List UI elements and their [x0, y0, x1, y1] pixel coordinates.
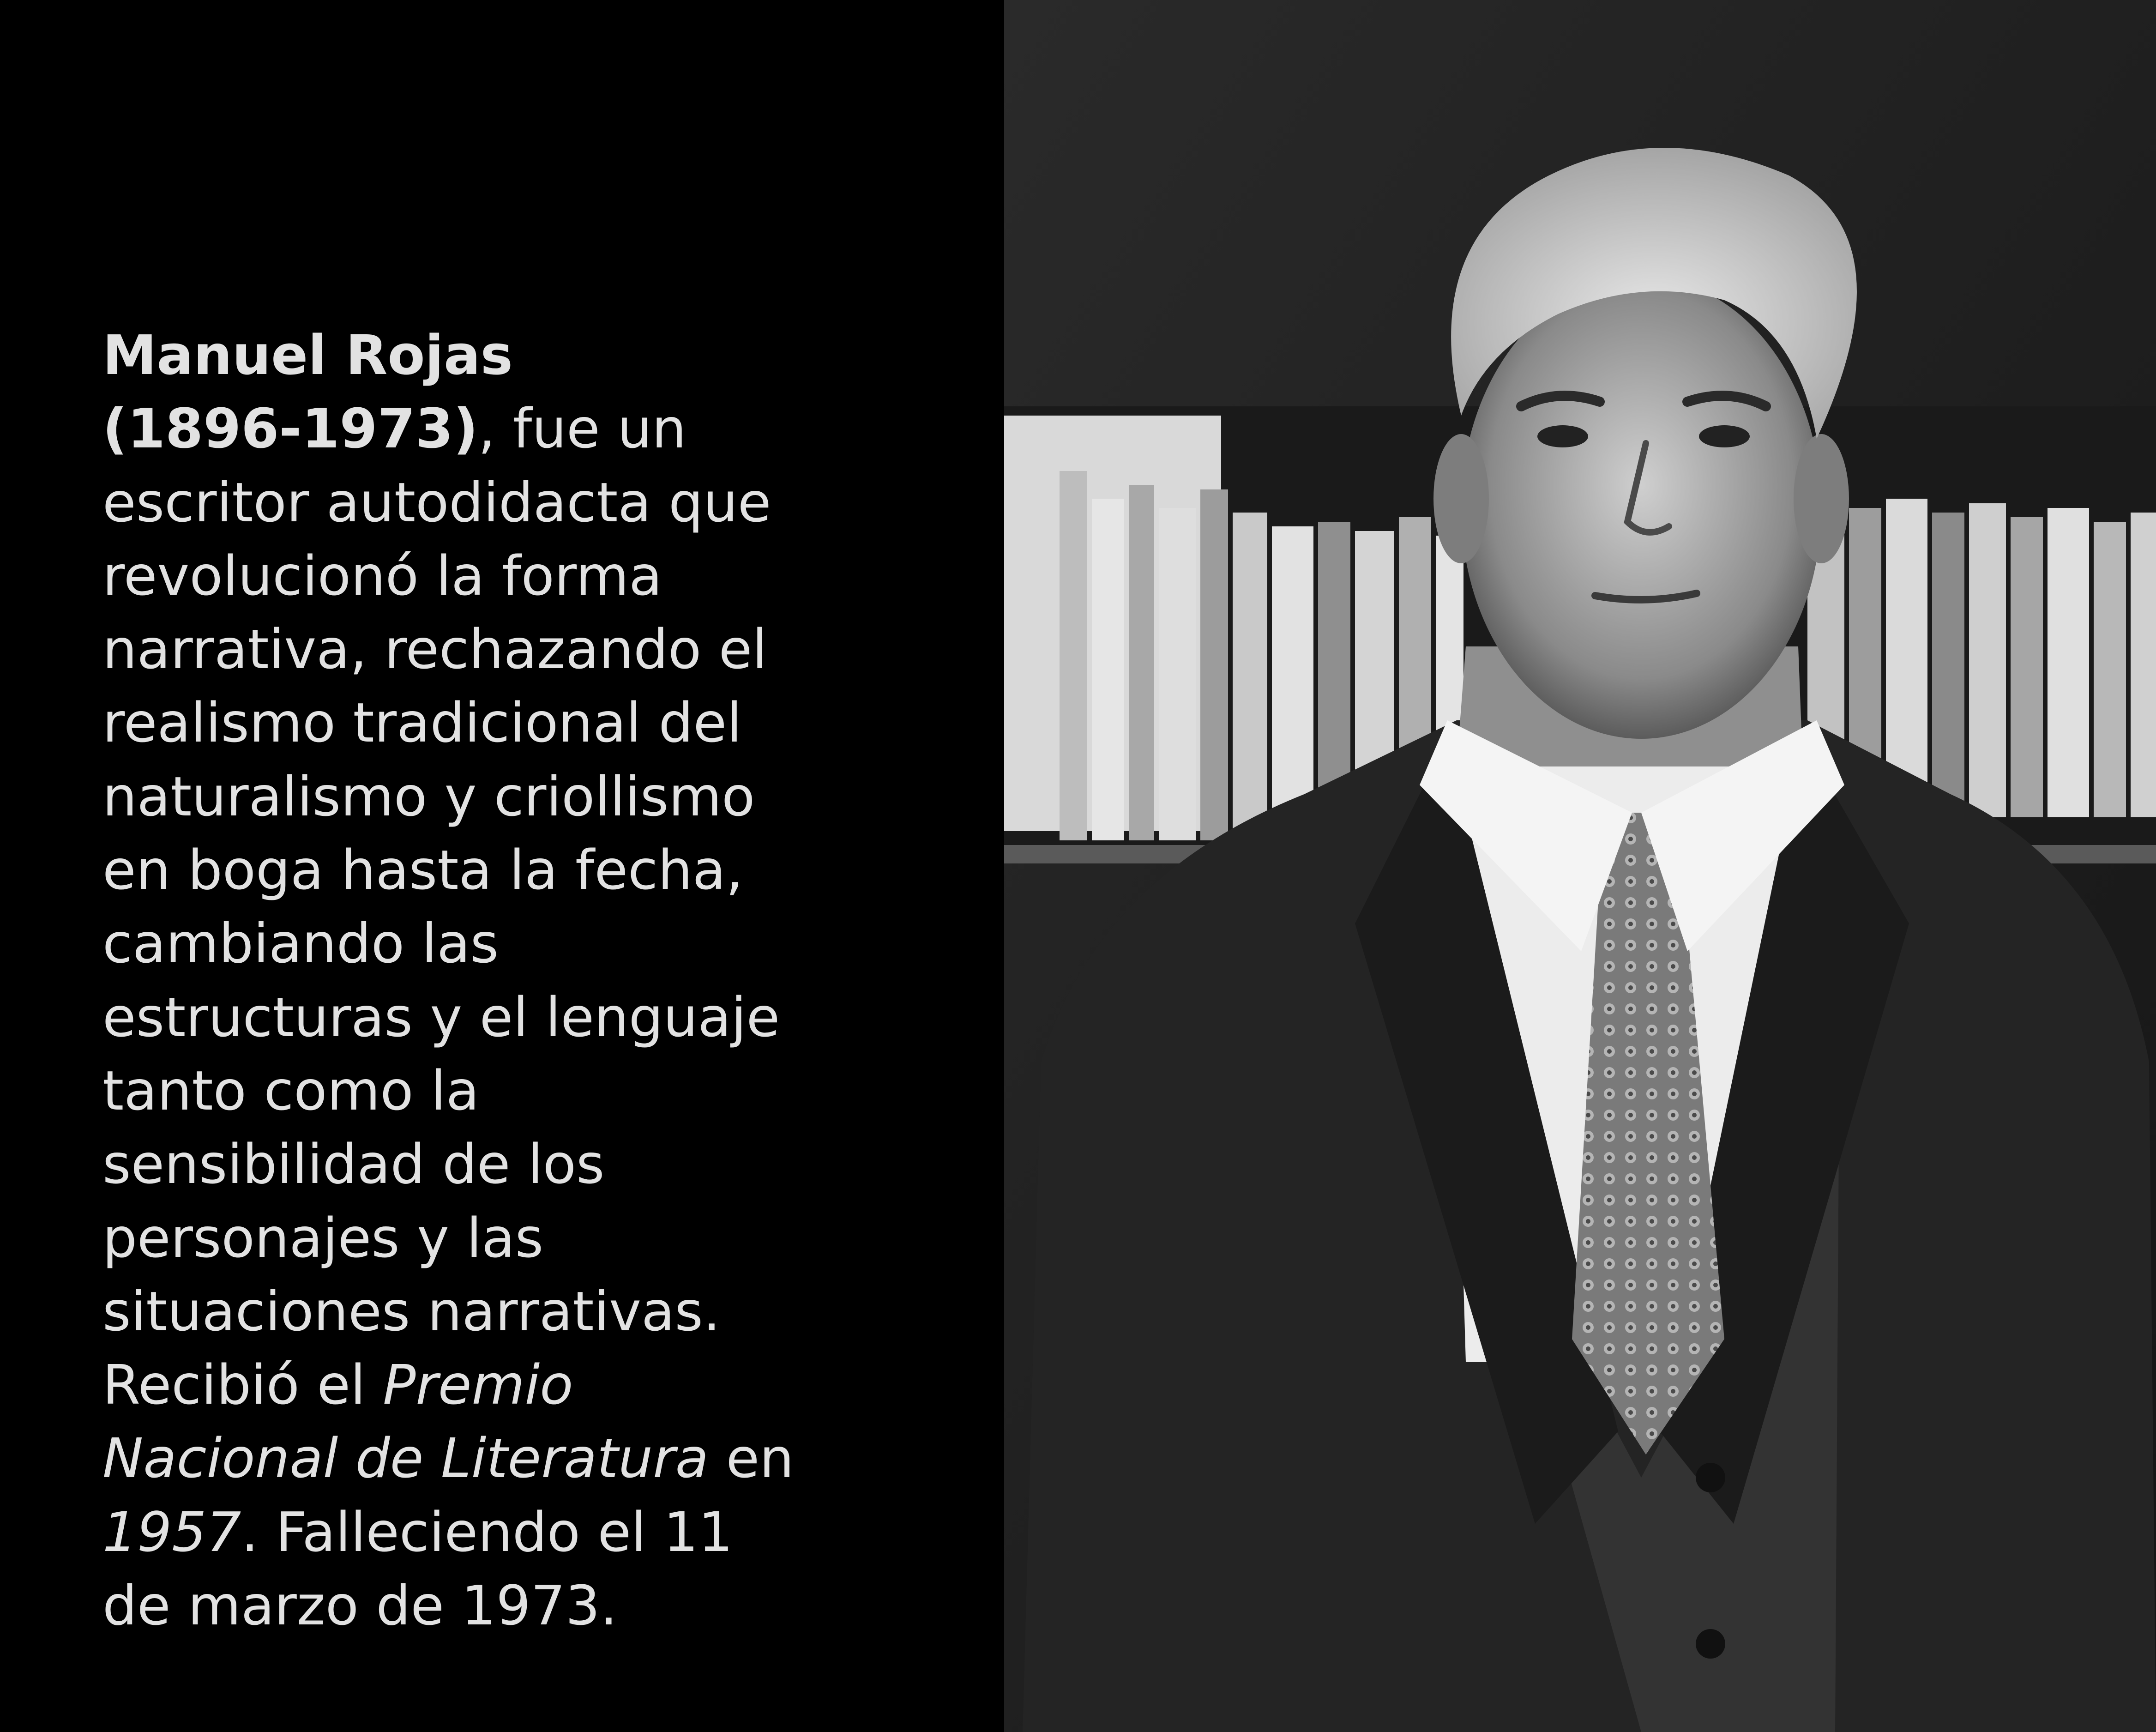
award-name: Nacional de Literatura	[102, 1426, 709, 1491]
bio-line: tanto como la	[102, 1058, 480, 1122]
bio-line: personajes y las	[102, 1206, 544, 1270]
face	[1461, 277, 1821, 739]
bio-line: situaciones narrativas.	[102, 1279, 721, 1343]
bio-line: naturalismo y criollismo	[102, 764, 755, 828]
bio-line: narrativa, rechazando el	[102, 617, 768, 682]
eye	[1537, 425, 1588, 447]
bio-line	[102, 319, 980, 392]
bio-line: cambiando las	[102, 911, 499, 976]
vest-button	[1696, 1629, 1725, 1659]
bio-line: (1896-1973), fue un	[102, 397, 687, 461]
bio-line: realismo tradicional del	[102, 691, 742, 755]
bio-line: de marzo de 1973.	[102, 1574, 618, 1638]
portrait-photo	[1004, 0, 2156, 1732]
author-years: (1896-1973)	[102, 397, 478, 461]
ear	[1794, 434, 1849, 563]
bio-line: estructuras y el lenguaje	[102, 985, 780, 1049]
vest-button	[1696, 1463, 1725, 1492]
eye	[1699, 425, 1750, 447]
bio-line: escritor autodidacta que	[102, 470, 771, 534]
text-panel	[0, 0, 1004, 1732]
award-year: 1957	[102, 1500, 241, 1564]
portrait-illustration	[1004, 0, 2156, 1732]
bio-line: sensibilidad de los	[102, 1132, 605, 1196]
ear	[1433, 434, 1489, 563]
bio-line: revolucionó la forma	[102, 543, 662, 608]
author-name: Manuel Rojas	[102, 323, 513, 387]
bio-paragraph	[102, 319, 980, 1642]
bio-line: en boga hasta la fecha,	[102, 838, 743, 902]
award-name: Premio	[383, 1353, 573, 1417]
bio-line: 1957. Falleciendo el 11	[102, 1500, 733, 1564]
bio-line: Recibió el Premio	[102, 1353, 573, 1417]
bio-line: Nacional de Literatura en	[102, 1426, 794, 1491]
